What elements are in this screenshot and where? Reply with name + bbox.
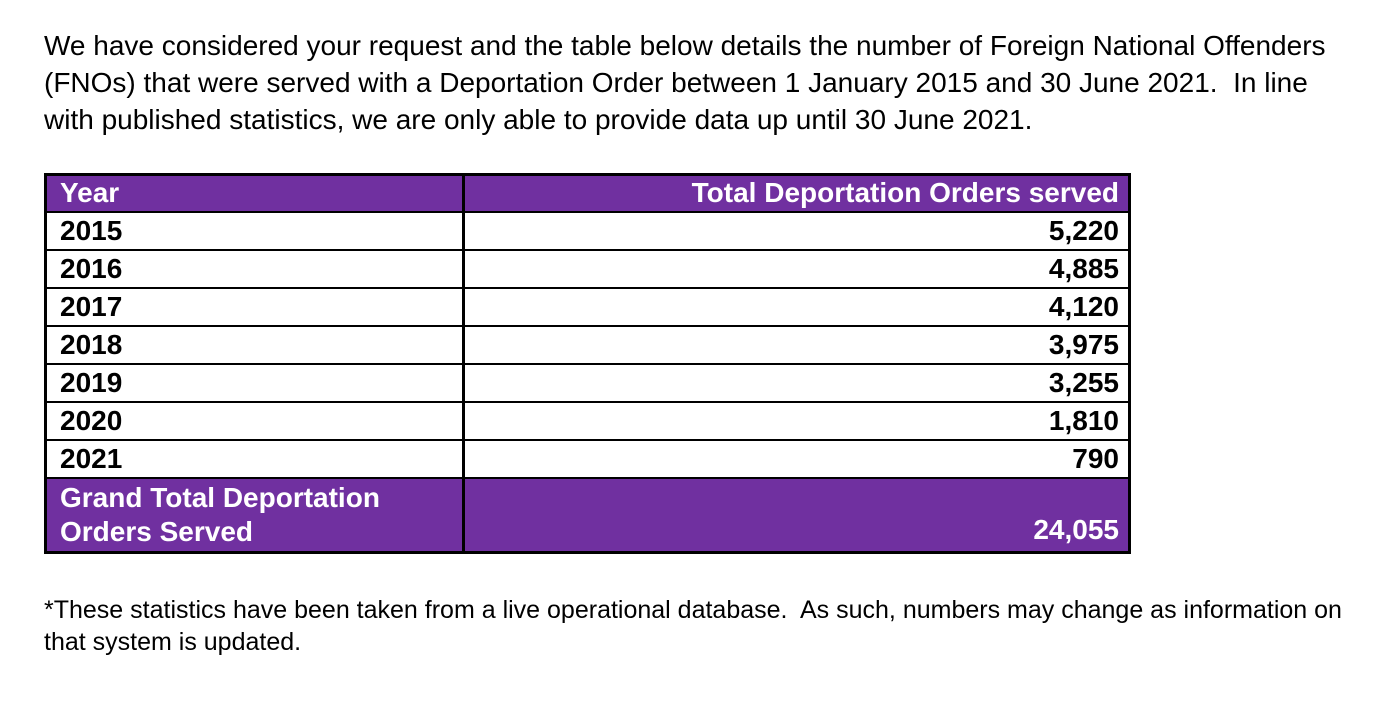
table-header-row	[46, 175, 1130, 212]
year-column-header: Year	[46, 175, 464, 212]
year-cell: 2021	[46, 440, 464, 478]
year-cell: 2016	[46, 250, 464, 288]
year-cell: 2018	[46, 326, 464, 364]
total-cell: 3,975	[464, 326, 1130, 364]
grand-total-row	[46, 478, 1130, 553]
grand-total-value: 24,055	[464, 478, 1130, 553]
year-cell: 2020	[46, 402, 464, 440]
total-cell: 4,120	[464, 288, 1130, 326]
table-row	[46, 326, 1130, 364]
table-row	[46, 212, 1130, 250]
year-cell: 2019	[46, 364, 464, 402]
table-row	[46, 250, 1130, 288]
footnote: *These statistics have been taken from a live operational database. As such, numbers may change as information on that system is updated.	[44, 596, 1349, 656]
table-row	[46, 402, 1130, 440]
intro-paragraph: We have considered your request and the table below details the number of Foreign National Offenders (FNOs) that were served with a Deportation Order between 1 January 2015 and 30 June 2021. In line with published statistics, we are only able to provide data up until 30 June 2021.	[44, 30, 1334, 135]
total-cell: 3,255	[464, 364, 1130, 402]
table-row	[46, 288, 1130, 326]
total-cell: 4,885	[464, 250, 1130, 288]
total-cell: 5,220	[464, 212, 1130, 250]
total-cell: 1,810	[464, 402, 1130, 440]
deportation-orders-table	[44, 173, 1131, 554]
year-cell: 2015	[46, 212, 464, 250]
grand-total-label: Grand Total Deportation Orders Served	[46, 478, 464, 553]
table-row	[46, 364, 1130, 402]
year-cell: 2017	[46, 288, 464, 326]
table-row	[46, 440, 1130, 478]
total-cell: 790	[464, 440, 1130, 478]
total-orders-column-header: Total Deportation Orders served	[464, 175, 1130, 212]
